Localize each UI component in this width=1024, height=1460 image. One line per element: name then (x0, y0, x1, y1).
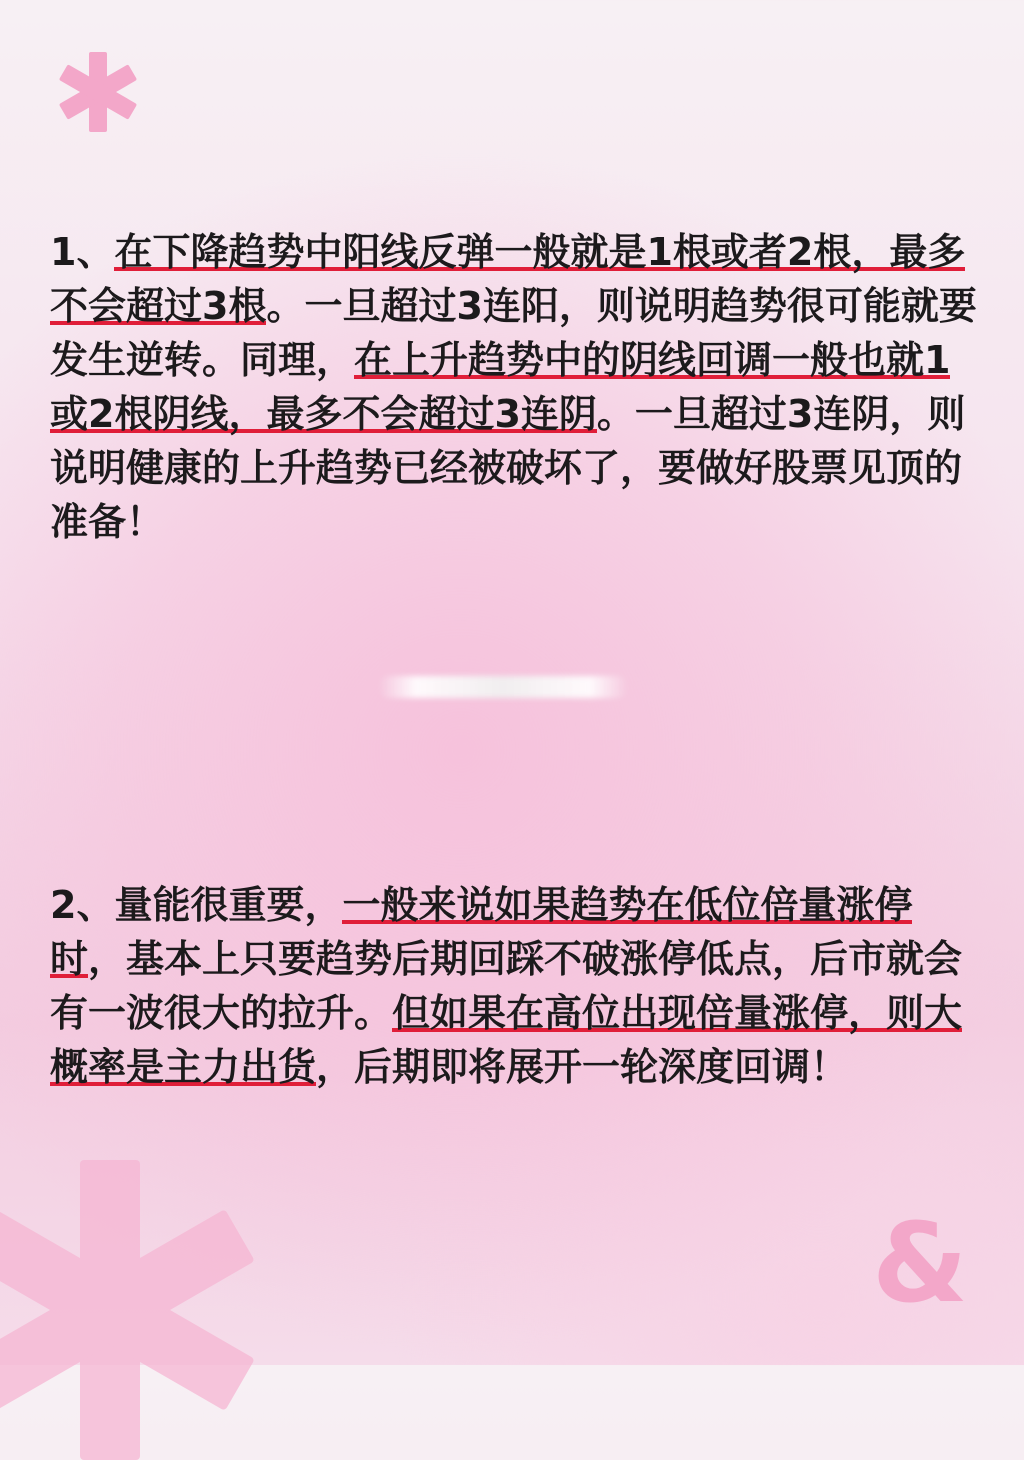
highlight-2: 在上升趋势中的阴线回调一般也就1或2根阴线，最多不会超过3连阴 (50, 338, 951, 436)
paragraph-1-mid: 。一旦超过3连阳，则说明趋势很可能就要发生逆转。同理， (50, 284, 977, 382)
asterisk-icon (58, 52, 138, 132)
asterisk-icon (0, 1160, 260, 1460)
paragraph-1 (50, 225, 985, 549)
paragraph-1-lead: 1、 (50, 230, 115, 274)
paragraph-2 (50, 878, 985, 1094)
highlight-3: 一般来说如果趋势在低位倍量涨停时 (50, 883, 913, 981)
paragraph-2-tail: ，后期即将展开一轮深度回调！ (316, 1045, 849, 1089)
ampersand-icon: & (872, 1199, 968, 1327)
highlight-4: 但如果在高位出现倍量涨停，则大概率是主力出货 (50, 991, 963, 1089)
paragraph-2-mid: ，基本上只要趋势后期回踩不破涨停低点，后市就会有一波很大的拉升。 (50, 937, 963, 1035)
paragraph-2-lead: 2、量能很重要， (50, 883, 343, 927)
highlight-1: 在下降趋势中阳线反弹一般就是1根或者2根，最多不会超过3根 (50, 230, 966, 328)
watermark (378, 676, 628, 698)
paragraph-1-tail: 。一旦超过3连阴，则说明健康的上升趋势已经被破坏了，要做好股票见顶的准备！ (50, 392, 966, 544)
